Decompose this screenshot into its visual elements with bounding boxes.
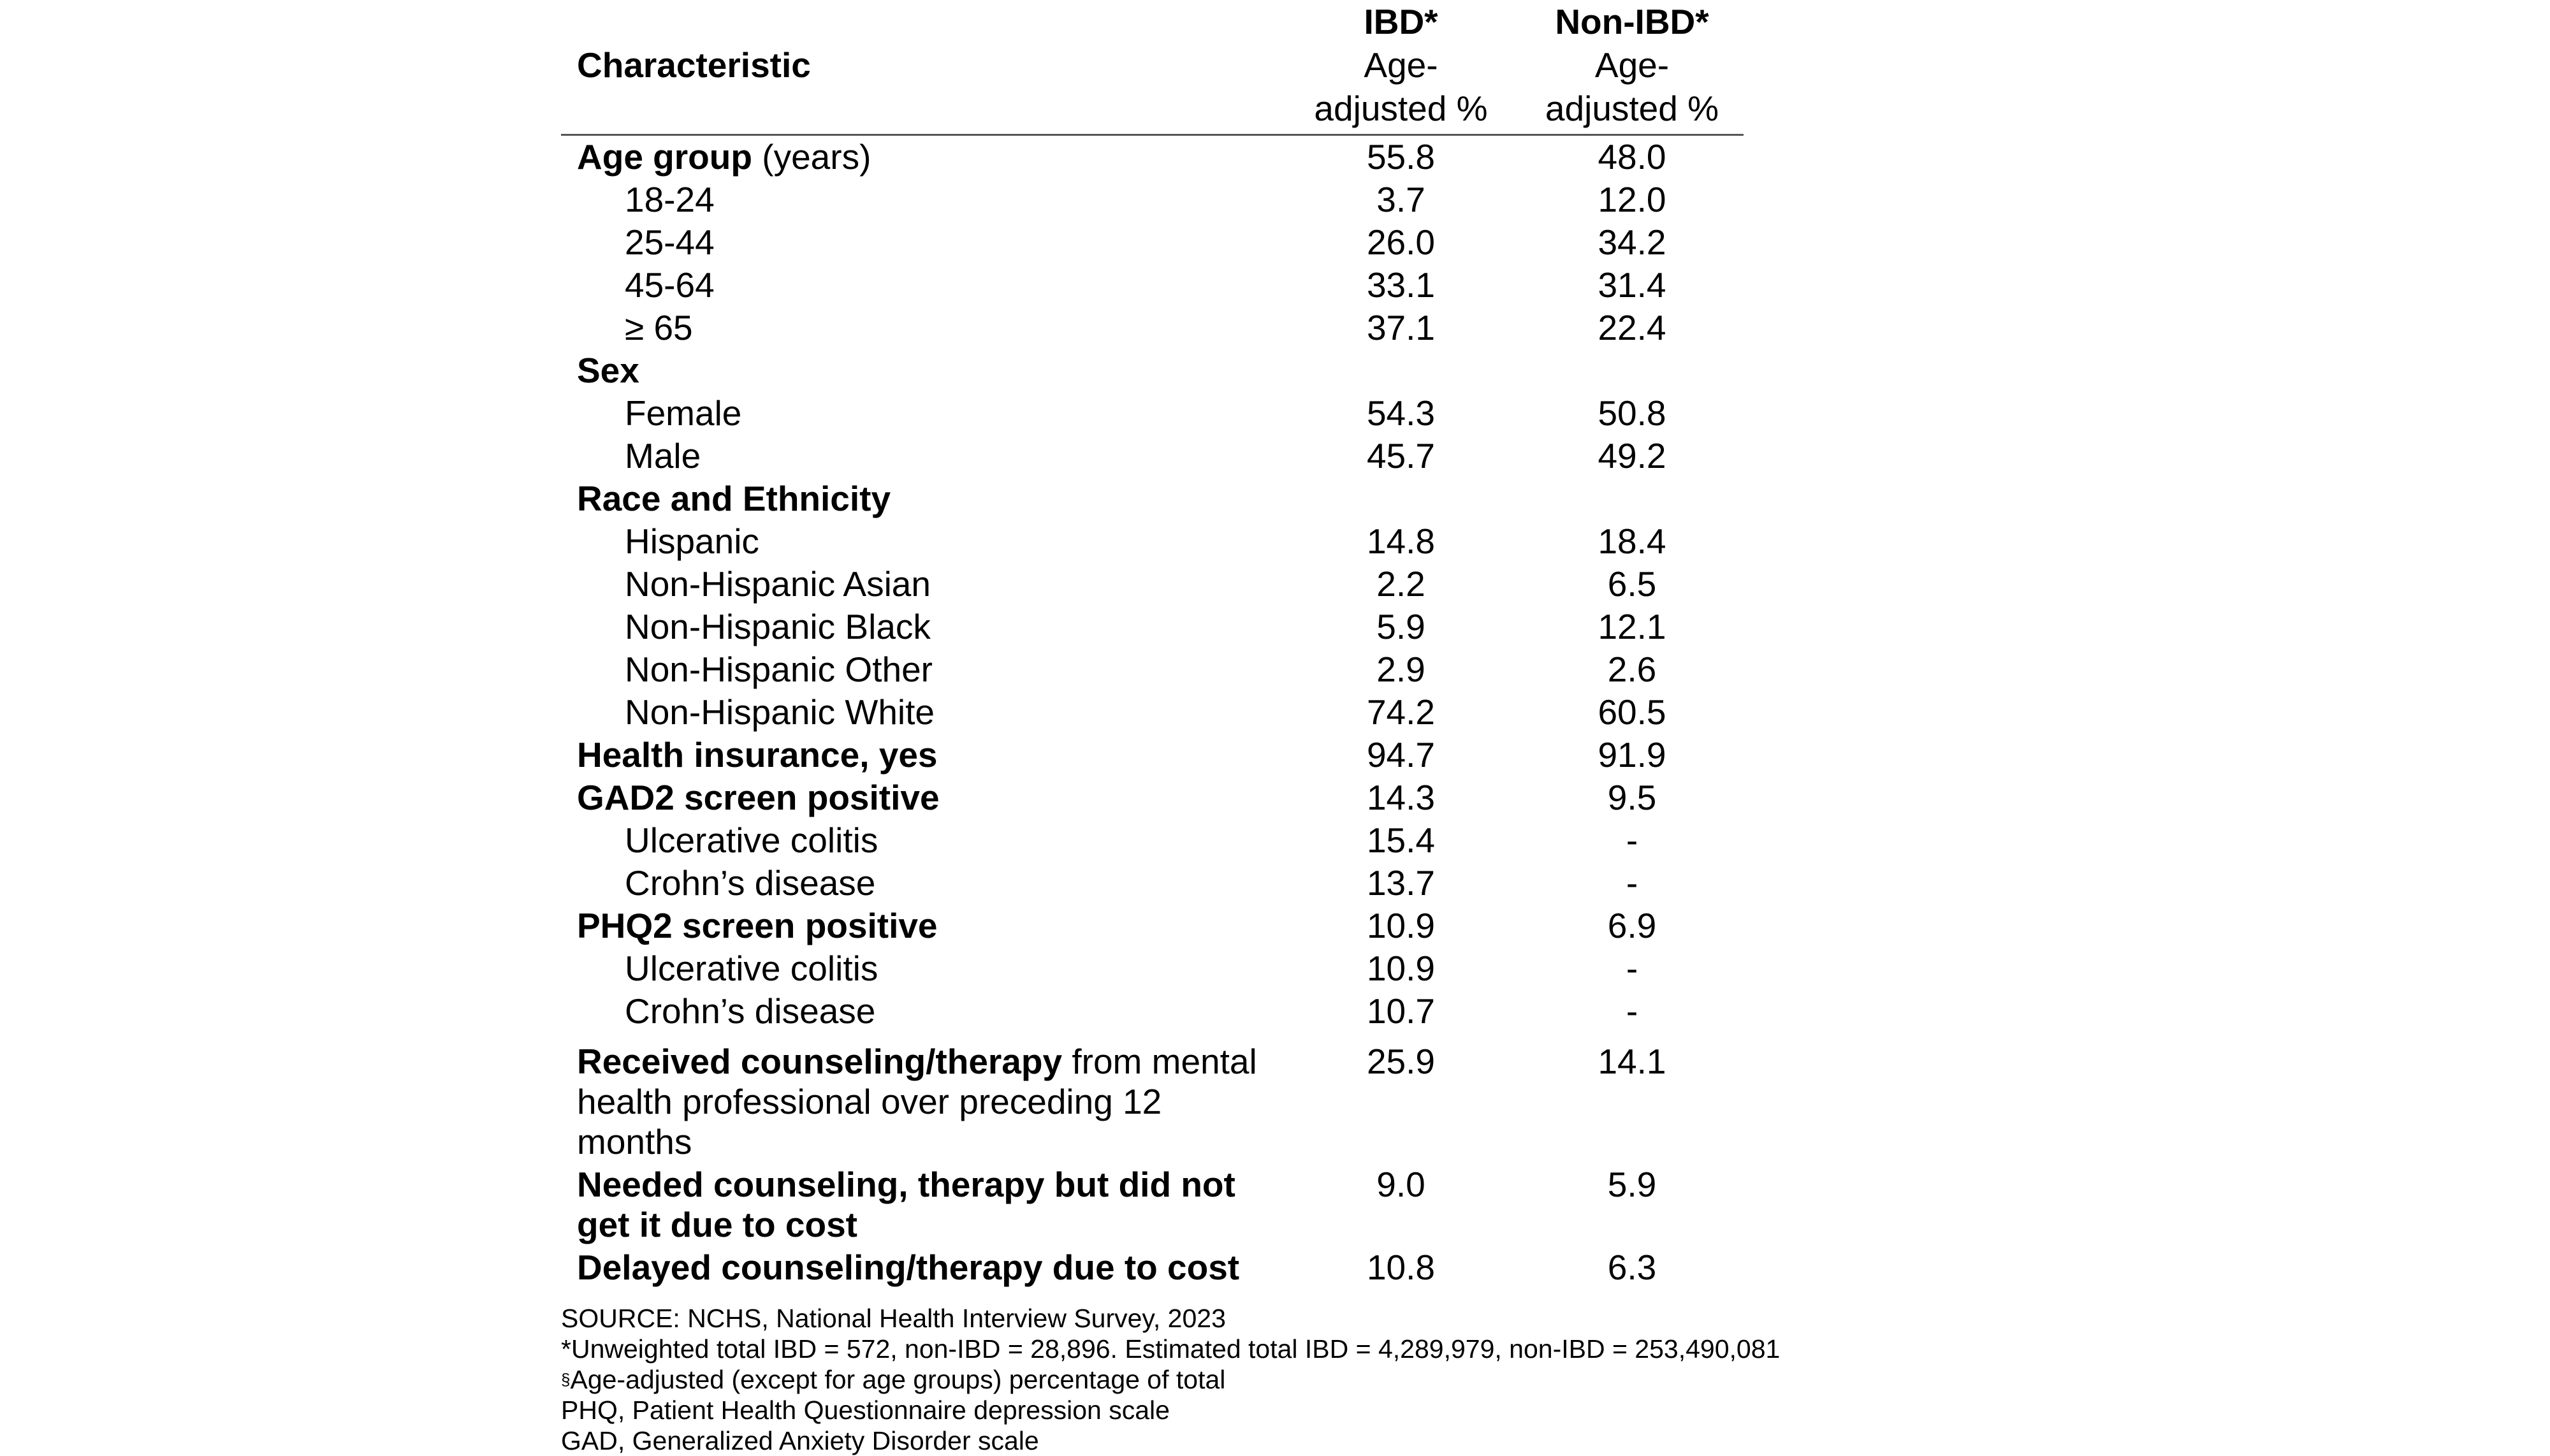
non-ibd-value: 2.6	[1607, 650, 1657, 689]
row-label: Non-Hispanic Black	[625, 607, 931, 646]
table-row	[561, 477, 1744, 520]
characteristic-header	[561, 0, 1281, 135]
ibd-value: 37.1	[1366, 308, 1436, 347]
ibd-header	[1281, 0, 1520, 135]
row-label	[561, 135, 1281, 179]
row-label-bold: Delayed counseling/therapy due to cost	[577, 1248, 1240, 1287]
non-ibd-value: -	[1626, 991, 1638, 1031]
ibd-value: 9.0	[1376, 1165, 1425, 1204]
ibd-value: 13.7	[1366, 863, 1436, 903]
ibd-value: 14.3	[1366, 778, 1436, 817]
table-row	[561, 776, 1744, 819]
non-ibd-header	[1520, 0, 1744, 135]
non-ibd-value: 34.2	[1598, 222, 1666, 262]
row-label: 18-24	[625, 180, 715, 219]
gad-note: GAD, Generalized Anxiety Disorder scale	[561, 1426, 1039, 1455]
document	[561, 0, 1836, 1456]
row-label: ≥ 65	[625, 308, 693, 347]
non-ibd-value: 9.5	[1607, 778, 1657, 817]
ibd-header-sub1: Age-	[1364, 45, 1438, 85]
non-ibd-value: -	[1626, 863, 1638, 903]
row-label: Crohn’s disease	[625, 863, 876, 903]
row-label: 25-44	[625, 222, 715, 262]
table-row	[561, 349, 1744, 392]
ibd-value: 10.8	[1366, 1248, 1436, 1287]
row-label	[561, 1246, 1281, 1289]
ibd-value: 3.7	[1376, 180, 1425, 219]
table-row	[561, 221, 1744, 264]
ibd-value: 14.8	[1366, 521, 1436, 561]
row-label: 45-64	[625, 265, 715, 305]
unweighted-note: *Unweighted total IBD = 572, non-IBD = 28,896. Estimated total IBD = 4,289,979, non-IBD = 253,490,081	[561, 1334, 1781, 1364]
non-ibd-value: 12.0	[1598, 180, 1666, 219]
non-ibd-value: 5.9	[1607, 1165, 1657, 1204]
characteristic-header-label: Characteristic	[577, 45, 811, 85]
ibd-value: 5.9	[1376, 607, 1425, 646]
row-label: Non-Hispanic Other	[625, 650, 933, 689]
row-label-bold: PHQ2 screen positive	[577, 906, 938, 945]
ibd-value	[1281, 477, 1520, 520]
row-label: Non-Hispanic Asian	[625, 564, 931, 604]
ibd-value: 94.7	[1366, 735, 1436, 775]
non-ibd-header-sub1: Age-	[1594, 45, 1670, 85]
non-ibd-header-title: Non-IBD*	[1555, 2, 1709, 41]
table-row	[561, 307, 1744, 349]
characteristics-table	[561, 0, 1744, 1289]
row-label-bold: Received counseling/therapy	[577, 1042, 1063, 1081]
table-row	[561, 819, 1744, 862]
row-label-bold: Race and Ethnicity	[577, 479, 891, 518]
non-ibd-value: 60.5	[1598, 692, 1666, 732]
ibd-value: 45.7	[1366, 436, 1436, 476]
ibd-value: 26.0	[1366, 222, 1436, 262]
ibd-value: 2.2	[1376, 564, 1425, 604]
ibd-value: 33.1	[1366, 265, 1436, 305]
footnotes	[561, 1303, 1836, 1456]
row-label	[561, 1163, 1281, 1246]
table-body	[561, 135, 1744, 1290]
row-label: Ulcerative colitis	[625, 949, 878, 988]
non-ibd-value: 6.9	[1607, 906, 1657, 945]
non-ibd-value	[1520, 477, 1744, 520]
table-row	[561, 862, 1744, 905]
table-row	[561, 691, 1744, 734]
table-row	[561, 178, 1744, 221]
non-ibd-value: 22.4	[1598, 308, 1666, 347]
table-row	[561, 1033, 1744, 1163]
row-label: Hispanic	[625, 521, 759, 561]
table-row	[561, 520, 1744, 563]
ibd-value: 10.9	[1366, 949, 1436, 988]
row-label-bold: Sex	[577, 351, 639, 390]
ibd-value: 54.3	[1366, 393, 1436, 433]
row-label: Non-Hispanic White	[625, 692, 935, 732]
row-label	[561, 905, 1281, 947]
table-row	[561, 264, 1744, 307]
table-header-row	[561, 0, 1744, 135]
row-label-bold: Health insurance, yes	[577, 735, 938, 775]
ibd-header-title: IBD*	[1364, 2, 1438, 41]
non-ibd-value: 14.1	[1598, 1042, 1666, 1081]
ibd-value: 55.8	[1366, 137, 1436, 177]
table-row	[561, 606, 1744, 648]
table-row	[561, 435, 1744, 477]
non-ibd-value: 6.5	[1607, 564, 1657, 604]
row-label	[561, 1033, 1281, 1163]
table-row	[561, 135, 1744, 179]
ibd-value: 10.9	[1366, 906, 1436, 945]
non-ibd-value: 49.2	[1598, 436, 1666, 476]
row-label	[561, 477, 1281, 520]
table-row	[561, 392, 1744, 435]
row-label	[561, 776, 1281, 819]
table-row	[561, 1163, 1744, 1246]
non-ibd-header-sub2: adjusted %	[1545, 89, 1719, 128]
row-label-bold: Needed counseling, therapy but did not get it due to cost	[577, 1165, 1235, 1244]
ibd-value	[1281, 349, 1520, 392]
row-label-bold: GAD2 screen positive	[577, 778, 940, 817]
non-ibd-value: 50.8	[1598, 393, 1666, 433]
non-ibd-value	[1520, 349, 1744, 392]
row-label: Crohn’s disease	[625, 991, 876, 1031]
row-label-normal: (years)	[752, 137, 871, 177]
age-adjusted-note	[561, 1364, 1836, 1395]
table-row	[561, 947, 1744, 990]
table-row	[561, 563, 1744, 606]
row-label-normal: from mental health professional over preceding 12 months	[577, 1042, 1257, 1161]
non-ibd-value: -	[1626, 949, 1638, 988]
table-row	[561, 734, 1744, 776]
ibd-value: 2.9	[1376, 650, 1425, 689]
ibd-value: 15.4	[1366, 820, 1436, 860]
row-label	[561, 734, 1281, 776]
ibd-value: 25.9	[1366, 1042, 1436, 1081]
section-mark: §	[561, 1370, 571, 1389]
ibd-value: 74.2	[1366, 692, 1436, 732]
non-ibd-value: -	[1626, 820, 1638, 860]
source-note: SOURCE: NCHS, National Health Interview Survey, 2023	[561, 1304, 1226, 1333]
non-ibd-value: 18.4	[1598, 521, 1666, 561]
table-row	[561, 648, 1744, 691]
row-label: Female	[625, 393, 742, 433]
table-row	[561, 990, 1744, 1033]
row-label: Ulcerative colitis	[625, 820, 878, 860]
non-ibd-value: 6.3	[1607, 1248, 1657, 1287]
ibd-header-sub2: adjusted %	[1314, 89, 1488, 128]
phq-note: PHQ, Patient Health Questionnaire depression scale	[561, 1395, 1170, 1425]
age-adjusted-note-text: Age-adjusted (except for age groups) percentage of total	[570, 1365, 1226, 1394]
row-label-bold: Age group	[577, 137, 752, 177]
non-ibd-value: 12.1	[1598, 607, 1666, 646]
non-ibd-value: 48.0	[1598, 137, 1666, 177]
row-label: Male	[625, 436, 701, 476]
non-ibd-value: 31.4	[1598, 265, 1666, 305]
table-row	[561, 1246, 1744, 1289]
row-label	[561, 349, 1281, 392]
non-ibd-value: 91.9	[1598, 735, 1666, 775]
ibd-value: 10.7	[1366, 991, 1436, 1031]
table-row	[561, 905, 1744, 947]
